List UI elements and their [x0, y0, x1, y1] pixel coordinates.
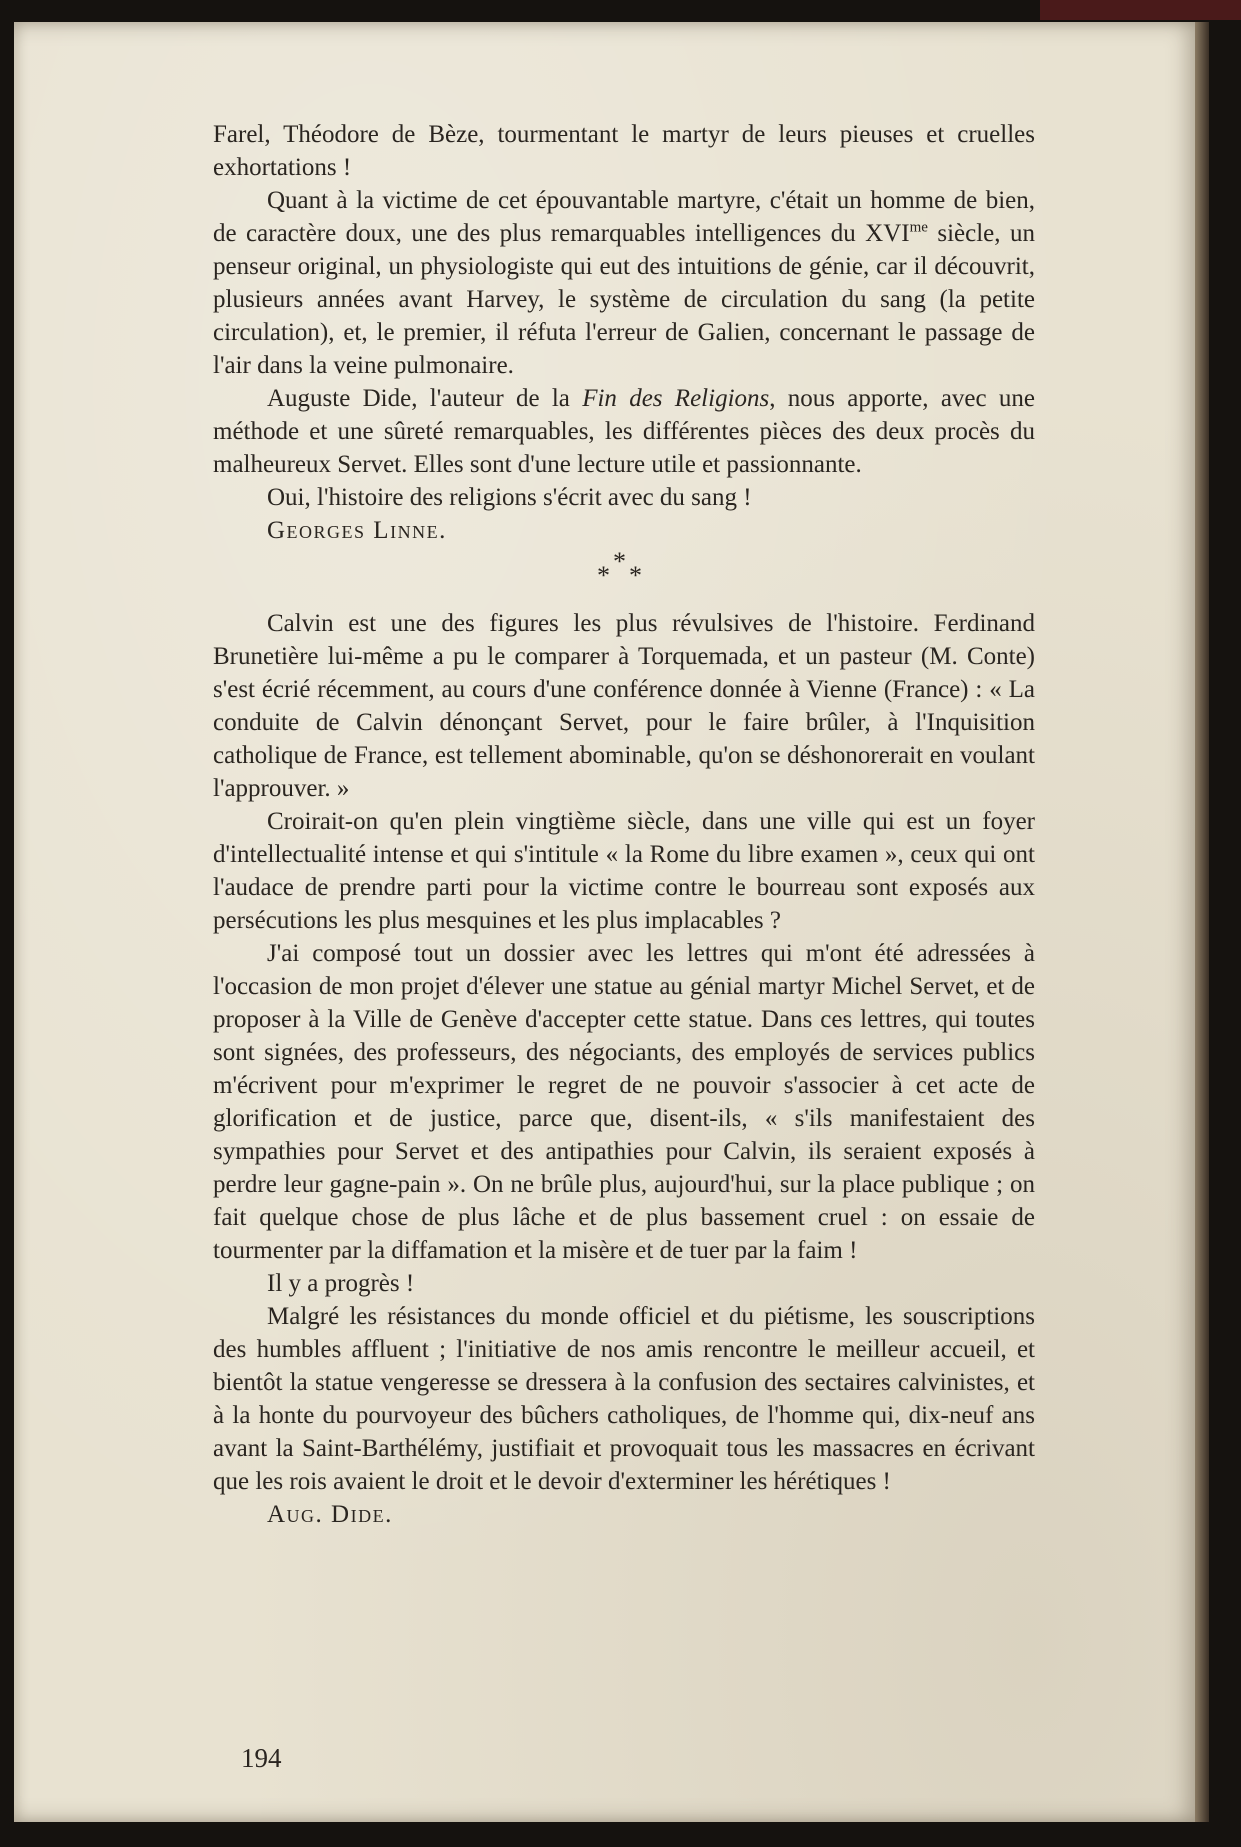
paragraph-2-part-a: Quant à la victime de cet épouvantable martyre, c'était un homme de bien, de caractère doux, une des plus remarquables intelligences du XVI	[213, 187, 1035, 247]
page-text	[213, 118, 1035, 1531]
asterism-separator	[213, 547, 1035, 607]
binding-tab	[1040, 0, 1241, 20]
book-title: Fin des Religions	[582, 385, 770, 412]
paragraph-4: Oui, l'histoire des religions s'écrit avec du sang !	[267, 484, 752, 511]
asterism-star-left: *	[597, 561, 610, 590]
page-number: 194	[241, 1743, 282, 1773]
paragraph-3-part-b: , nous apporte, avec une méthode et une sûreté remarquables, les différentes pièces des deux procès du malheureux Servet. Elles sont d'une lecture utile et passionnante.	[213, 385, 1035, 478]
asterism-star-top: *	[613, 547, 626, 576]
paragraph-5: Calvin est une des figures les plus révulsives de l'histoire. Ferdinand Brunetière lui-même a pu le comparer à Torquemada, et un pasteur (M. Conte) s'est écrié récemment, au cours d'une conférence donnée à Vienne (France) : « La conduite de Calvin dénonçant Servet, pour le faire brûler, à l'Inquisition catholique de France, est tellement abominable, qu'on se déshonorerait en voulant l'approuver. »	[213, 610, 1035, 802]
paragraph-3	[213, 382, 1035, 481]
paragraph-9: Malgré les résistances du monde officiel et du piétisme, les souscriptions des humbles affluent ; l'initiative de nos amis rencontre le meilleur accueil, et bientôt la statue vengeresse se dressera à la confusion des sectaires calvinistes, et à la honte du pourvoyeur des bûchers catholiques, de l'homme qui, dix-neuf ans avant la Saint-Barthélémy, justifiait et provoquait tous les massacres en écrivant que les rois avaient le droit et le devoir d'exterminer les hérétiques !	[213, 1303, 1035, 1495]
paragraph-2-part-b: siècle, un penseur original, un physiologiste qui eut des intuitions de génie, car il découvrit, plusieurs années avant Harvey, le système de circulation du sang (la petite circulation), et, le premier, il réfuta l'erreur de Galien, concernant le passage de l'air dans la veine pulmonaire.	[213, 220, 1035, 379]
page-edge	[1195, 22, 1209, 1822]
signature-aug-dide: Aug. Dide.	[267, 1501, 393, 1528]
paragraph-6: Croirait-on qu'en plein vingtième siècle, dans une ville qui est un foyer d'intellectualité intense et qui s'intitule « la Rome du libre examen », ceux qui ont l'audace de prendre parti pour la victime contre le bourreau sont exposés aux persécutions les plus mesquines et les plus implacables ?	[213, 808, 1035, 934]
signature-georges-linne: Georges Linne.	[267, 517, 447, 544]
paragraph-7: J'ai composé tout un dossier avec les lettres qui m'ont été adressées à l'occasion de mon projet d'élever une statue au génial martyr Michel Servet, et de proposer à la Ville de Genève d'accepter cette statue. Dans ces lettres, qui toutes sont signées, des professeurs, des négociants, des employés de services publics m'écrivent pour m'exprimer le regret de ne pouvoir s'associer à cet acte de glorification et de justice, parce que, disent-ils, « s'ils manifestaient des sympathies pour Servet et des antipathies pour Calvin, ils seraient exposés à perdre leur gagne-pain ». On ne brûle plus, aujourd'hui, sur la place publique ; on fait quelque chose de plus lâche et de plus bassement cruel : on essaie de tourmenter par la diffamation et la misère et de tuer par la faim !	[213, 940, 1035, 1264]
paragraph-3-part-a: Auguste Dide, l'auteur de la	[267, 385, 583, 412]
asterism-star-right: *	[629, 561, 642, 590]
paragraph-1: Farel, Théodore de Bèze, tourmentant le martyr de leurs pieuses et cruelles exhortations !	[213, 121, 1035, 181]
paragraph-2	[213, 184, 1035, 382]
ordinal-superscript: me	[909, 219, 928, 236]
paragraph-8: Il y a progrès !	[267, 1270, 415, 1297]
